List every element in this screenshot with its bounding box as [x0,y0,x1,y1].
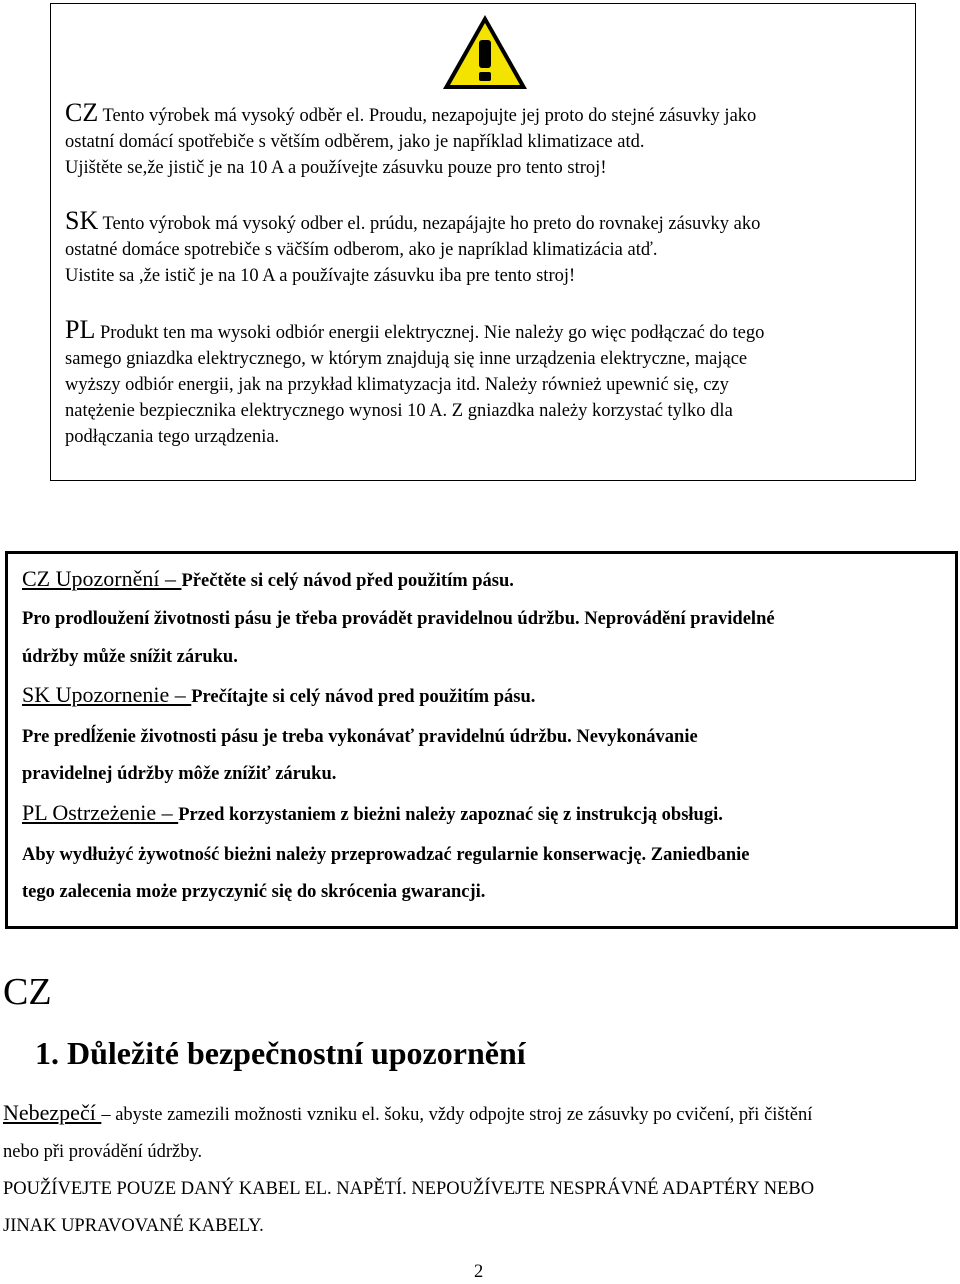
danger-label: Nebezpečí [3,1100,102,1125]
lang-code-sk: SK [65,206,99,235]
cz-line-2: ostatní domácí spotřebiče s větším odběrem, jako je například klimatizace atd. [65,132,645,152]
pl-warning-heading: PL Ostrzeżenie – [22,800,179,825]
sk-warning-line-3: pravidelnej údržby môže znížiť záruku. [22,764,337,784]
caps-warning-line-2: JINAK UPRAVOVANÉ KABELY. [3,1216,264,1236]
pl-line-4: natężenie bezpiecznika elektrycznego wynosi 10 A. Z gniazdka należy korzystać tylko dla [65,401,733,421]
sk-line-2: ostatné domáce spotrebiče s väčším odberom, ako je napríklad klimatizácia atď. [65,240,658,260]
cz-warning-line-1 [22,566,514,592]
sk-warning-line-1 [22,682,535,708]
pl-warning-line-1 [22,800,723,826]
lang-code-pl: PL [65,315,96,344]
danger-line-2: nebo při provádění údržby. [3,1142,203,1162]
sk-line-3: Uistite sa ,že istič je na 10 A a používajte zásuvku iba pre tento stroj! [65,266,576,286]
danger-text: – abyste zamezili možnosti vzniku el. šoku, vždy odpojte stroj ze zásuvky po cvičení, při čištění [101,1105,813,1125]
sk-warning-first: Prečítajte si celý návod pred použitím pásu. [191,687,536,707]
cz-warning-heading: CZ Upozornění – [22,566,182,591]
sk-warning-line-2: Pre predĺženie životnosti pásu je treba vykonávať pravidelnú údržbu. Nevykonávanie [22,727,698,747]
cz-line-3: Ujištěte se,že jistič je na 10 A a používejte zásuvku pouze pro tento stroj! [65,158,607,178]
cz-warning-line-2: Pro prodloužení životnosti pásu je třeba provádět pravidelnou údržbu. Neprovádění pravidelné [22,609,775,629]
pl-warning-line-2: Aby wydłużyć żywotność bieżni należy przeprowadzać regularnie konserwację. Zaniedbanie [22,845,750,865]
electrical-warning-box [50,3,916,481]
section-language-heading: CZ [3,971,52,1013]
pl-line-5: podłączania tego urządzenia. [65,427,280,447]
page-number: 2 [474,1262,484,1282]
pl-line-1: Produkt ten ma wysoki odbiór energii elektrycznej. Nie należy go więc podłączać do tego [95,323,765,343]
sk-line-1: Tento výrobok má vysoký odber el. prúdu, nezapájajte ho preto do rovnakej zásuvky ako [98,214,761,234]
lang-code-cz: CZ [65,98,99,127]
section-title: 1. Důležité bezpečnostní upozornění [35,1035,526,1071]
cz-line-1: Tento výrobek má vysoký odběr el. Proudu, nezapojujte jej proto do stejné zásuvky jako [98,106,757,126]
caps-warning-line-1: POUŽÍVEJTE POUZE DANÝ KABEL EL. NAPĚTÍ. NEPOUŽÍVEJTE NESPRÁVNÉ ADAPTÉRY NEBO [3,1179,815,1199]
cz-warning-first: Přečtěte si celý návod před použitím pásu. [181,571,514,591]
pl-warning-first: Przed korzystaniem z bieżni należy zapoznać się z instrukcją obsługi. [178,805,723,825]
maintenance-warning-box [5,551,958,929]
pl-line-2: samego gniazdka elektrycznego, w którym znajdują się inne urządzenia elektryczne, mające [65,349,748,369]
sk-warning-heading: SK Upozornenie – [22,682,192,707]
cz-warning-line-3: údržby může snížit záruku. [22,647,238,667]
pl-warning-line-3: tego zalecenia może przyczynić się do skrócenia gwarancji. [22,882,486,902]
danger-line-1 [3,1100,812,1126]
pl-line-3: wyższy odbiór energii, jak na przykład klimatyzacja itd. Należy również upewnić się, czy [65,375,729,395]
pl-electrical-paragraph [65,317,905,450]
warning-icon [440,12,530,92]
sk-electrical-paragraph [65,208,905,289]
cz-electrical-paragraph [65,100,905,181]
